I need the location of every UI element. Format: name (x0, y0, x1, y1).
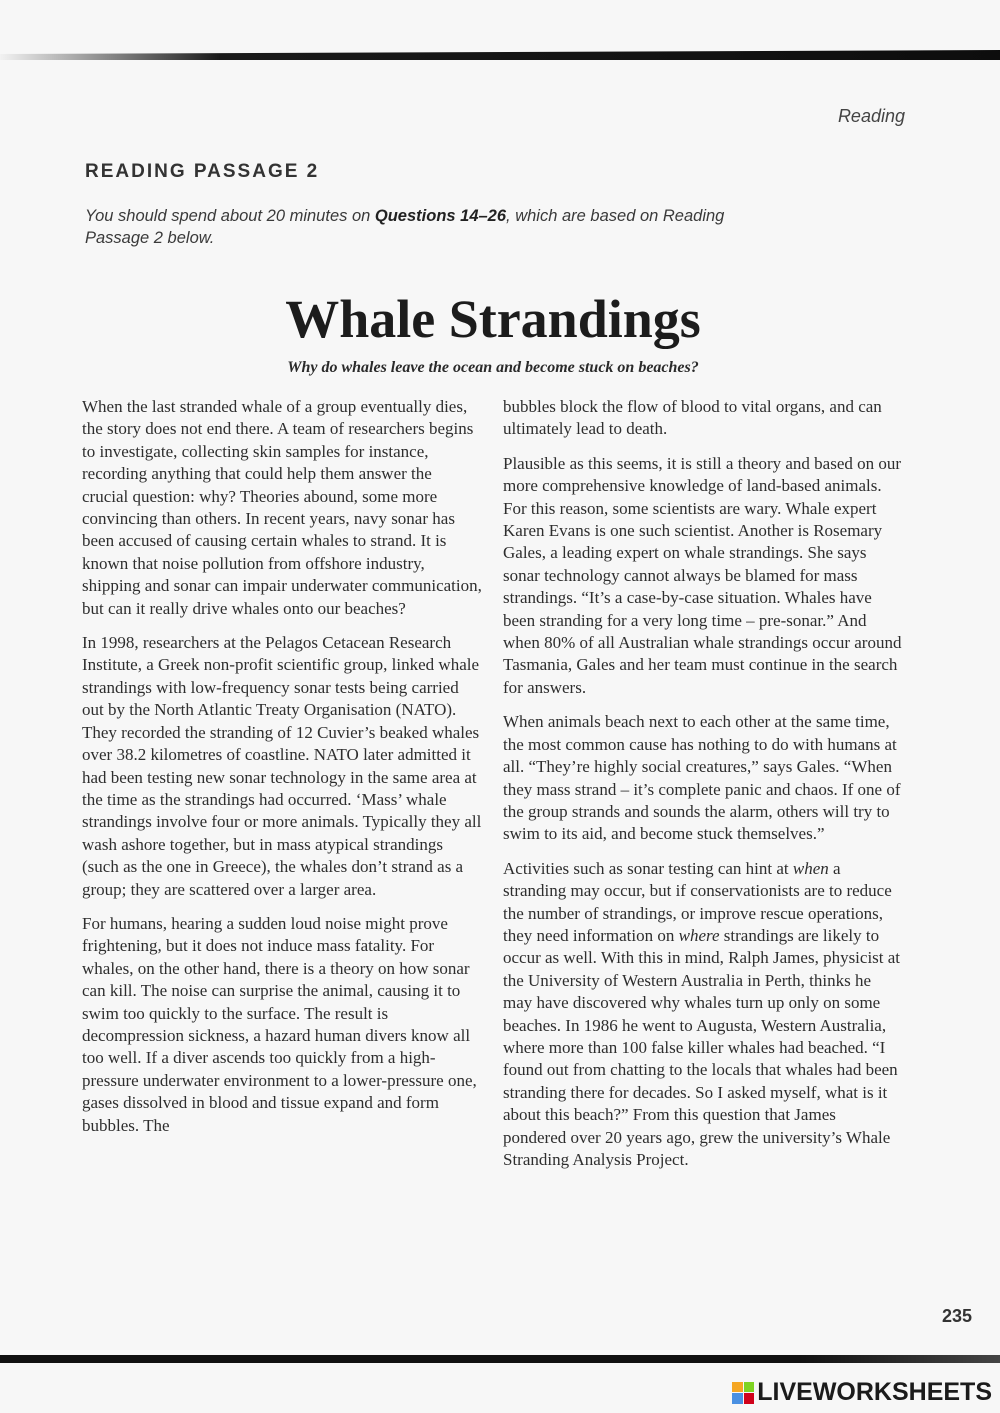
paragraph (503, 858, 903, 1172)
instructions (85, 205, 745, 249)
paragraph: bubbles block the flow of blood to vital organs, and can ultimately lead to death. (503, 397, 882, 439)
watermark-text: LIVEWORKSHEETS (757, 1378, 992, 1406)
paragraph: Plausible as this seems, it is still a theory and based on our more comprehensive knowledge of land-based animals. For this reason, some scientists are wary. Whale expert Karen Evans is one such scientist. Another is Rosemary Gales, a leading expert on whale strandings. She says sonar technology cannot always be blamed for mass strandings. “It’s a case-by-case situation. Whales have been stranding for a very long time – pre-sonar.” And when 80% of all Australian whale strandings occur around Tasmania, Gales and her team must continue in the search for answers. (503, 453, 902, 697)
instructions-questions: Questions 14–26 (374, 207, 507, 225)
instructions-text-end: , which are based on Reading Passage 2 below. (85, 207, 725, 247)
emphasis-when: when (792, 858, 829, 878)
left-column (82, 396, 482, 1149)
passage-heading: READING PASSAGE 2 (85, 161, 320, 182)
page-number: 235 (941, 1306, 972, 1326)
paragraph: When the last stranded whale of a group eventually dies, the story does not end there. A team of researchers begins to investigate, collecting skin samples for instance, recording anything that could help them answer the crucial question: why? Theories abound, some more convincing than others. In recent years, navy sonar has been accused of causing certain whales to strand. It is known that noise pollution from offshore industry, shipping and sonar can impair underwater communication, but can it really drive whales onto our beaches? (82, 397, 482, 618)
article-title: Whale Strandings (285, 289, 701, 349)
instructions-text-start: You should spend about 20 minutes on (85, 207, 375, 225)
paragraph-text: a stranding may occur, but if conservationists are to reduce the number of strandings, or improve rescue operations, they need information on (503, 858, 892, 945)
bottom-rule (0, 1355, 1000, 1363)
article-subtitle: Why do whales leave the ocean and become stuck on beaches? (287, 359, 699, 376)
liveworksheets-logo-icon (732, 1382, 754, 1404)
running-head: Reading (837, 106, 905, 126)
paragraph: For humans, hearing a sudden loud noise might prove frightening, but it does not induce mass fatality. For whales, on the other hand, there is a theory on how sonar can kill. The noise can surprise the animal, causing it to swim too quickly to the surface. The result is decompression sickness, a hazard human divers know all too well. If a diver ascends too quickly from a high-pressure underwater environment to a lower-pressure one, gases dissolved in blood and tissue expand and form bubbles. The (82, 913, 477, 1135)
paragraph: In 1998, researchers at the Pelagos Cetacean Research Institute, a Greek non-profit scientific group, linked whale strandings with low-frequency sonar tests being carried out by the North Atlantic Treaty Organisation (NATO). They recorded the stranding of 12 Cuvier’s beaked whales over 38.2 kilometres of coastline. NATO later admitted it had been testing new sonar technology in the same area at the time as the strandings had occurred. ‘Mass’ whale strandings involve four or more animals. Typically they all wash ashore together, but in mass atypical strandings (such as the one in Greece), the whales don’t strand as a group; they are scattered over a larger area. (82, 633, 482, 899)
paragraph-text: strandings are likely to occur as well. With this in mind, Ralph James, physicist at the University of Western Australia in Perth, thinks he may have discovered why whales turn up only on some beaches. In 1986 he went to Augusta, Western Australia, where more than 100 false killer whales had beached. “I found out from chatting to the locals that whales had been stranding there for decades. So I asked myself, what is it about this beach?” From this question that James pondered over 20 years ago, grew the university’s Whale Stranding Analysis Project. (503, 925, 901, 1169)
right-column (503, 396, 903, 1183)
paragraph-text: Activities such as sonar testing can hint at (503, 858, 793, 878)
emphasis-where: where (678, 925, 720, 945)
top-rule (0, 50, 1000, 60)
paragraph: When animals beach next to each other at the same time, the most common cause has nothing to do with humans at all. “They’re highly social creatures,” says Gales. “When they mass strand – it’s complete panic and chaos. If one of the group strands and sounds the alarm, others will try to swim to its aid, and become stuck themselves.” (503, 712, 901, 844)
liveworksheets-watermark (732, 1378, 992, 1407)
